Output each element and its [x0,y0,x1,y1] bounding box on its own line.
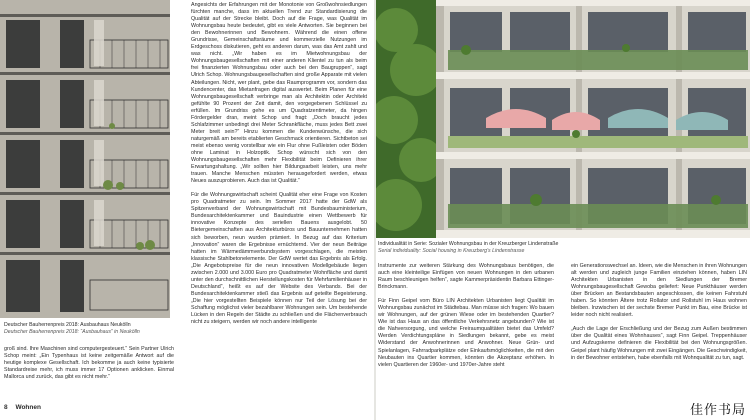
paragraph: „Auch die Lage der Erschließung und der Bezug zum Außen bestimmen über die Qualität eines Wohnhauses“, sagt Finn Geipel. Treppenhäuser und Aufzugskerne definieren die Flexibilität bei den Wohnungsgrößen. Geipel plant häufig Wohnungen mit zwei Eingängen. Die Geschwindigkeit, in der Bewohner entstehen, habe ebenfalls mit Wohnqualität zu tun, sagt. [571,326,747,361]
paragraph: ein Generationswechsel an. Ideen, wie die Menschen in ihren Wohnungen alt werden und zugleich junge Familien einziehen können, haben LIN Architekten Urbanisten in den Siedlungen der Bremer Wohnungsbaugesellschaft Gewoba geliefert: Neue Punkthäuser werden über Brücken an Bestandsbauten angeschlossen, die keinen Fahrstuhl haben. So könnten Ältere trotz Rollator und Rollstuhl im Haus wohnen bleiben. Inzwischen ist der sechste Bremer Punkt im Bau, eine Brücke ist leider noch nicht realisiert. [571,263,747,319]
caption-right-de: Individualität in Serie: Sozialer Wohnungsbau in der Kreuzberger Lindenstraße [378,241,559,247]
text-column-4 [571,263,747,369]
paragraph: Angesichts der Erfahrungen mit der Monotonie von Großwohnsiedlungen fürchten manche, dass im aktuellen Trend zur Standardisierung die Qualität auf der Strecke bleibt. Doch auf die Frage, was Qualität im Wohnungsbau heute bedeutet, gibt es viele Antworten. Sie beginnen bei den Bewohnerinnen und Bewohnern. Während die einen offene Grundrisse, Gemeinschaftsräume und kommerzielle Nutzungen im Erdgeschoss diskutieren, geht es anderen darum, was das Amt zahlt und was nicht. „Wir haben es im Mietwohnungsbau der Wohnungsbaugesellschaften mit einer anderen Klientel zu tun als beim frei finanzierten Wohnungsbau oder auch bei den Baugruppen“, sagt Ulrich Schop. Wohnungsbaugesellschaften sind große Apparate mit vielen Abteilungen. Nicht, wer plant, gebe das Raumprogramm vor, sondern das Kundencenter, das Mietanfragen digital auswertet. Beim Planen für eine Wohnungsbaugesellschaft verbringe man als Architektin oder Architekt gefühlte 90 Prozent der Zeit damit, den vorgegebenen Schlüssel zu erfüllen. Im Grundriss gehe es um Quadratzentimeter, da hingen Fördergelder dran, meint Schop und fragt: „Doch braucht jedes Schlafzimmer unbedingt drei Meter Schrankfläche, muss jedes Bett zwei Meter breit sein?“ Hinzu kommen die Kundenwünsche, die sich naturgemäß am bereits etablierten Geschmack orientieren. Sichtbeton sei meist ebenso wenig vorstellbar wie ein Flur ohne Fußleisten oder Böden ohne Laminat in Holzoptik. Schop wünscht sich von den Wohnungsbaugesellschaften mehr Flexibilität beim Definieren ihrer Erwartungshaltung. „Wir sollten hier Bildungsarbeit leisten, uns mehr trauen. Manche Menschen müssten herausgefordert werden, etwas Neues auszuprobieren. Auch das ist Qualität.“ [191,2,367,185]
paragraph: groß sind. Ihre Maschinen sind computergesteuert.“ Sein Partner Ulrich Schop meint: „Ein Typenhaus ist keine zeitgemäße Antwort auf die heutige komplexe Gesellschaft. Ich bekomme ja auch keine typisierte Standardreise mehr, ich muss immer 17 Optionen anklicken. Einmal Mallorca und zurück, das gibt es nicht mehr.“ [4,346,174,381]
text-column-3 [378,263,554,376]
text-column-2 [191,2,367,333]
caption-right-en: Serial individuality: Social housing in Kreuzberg’s Lindenstrasse [378,248,525,254]
paragraph: Instrumente zur weiteren Stärkung des Wohnungsbaus benötigen, die auch eine kleinteilige Einfügen von neuen Wohnungen in den urbanen Raum beschleunigen helfen“, sagte Kammerpräsidentin Barbara Ettinger-Brinckmann. [378,263,554,291]
text-column-1 [4,346,174,388]
page-number: 8 [4,404,8,411]
caption-right [378,241,618,255]
paragraph: Für Finn Geipel vom Büro LIN Architekten Urbanisten liegt Qualität im Wohnungsbau zunächst im Städtebau. Man müsse sich fragen: Wo bauen wir Wohnungen, auf der grünen Wiese oder im bestehenden Quartier? Wie ist das Haus an das öffentliche Verkehrsnetz angebunden? Wie ist die Nahversorgung, und welche Freiraumqualitäten bietet das Umfeld? Werden Verdichtungspläne in Siedlungen bekannt, gebe es meist Widerstand der Anwohnerinnen und Anwohner. Neue Grün- und Spielanlagen, Fahrradparkplätze oder Einkaufsmöglichkeiten, die mit den Neubauten ins Quartier kommen, könnten die Akzeptanz erhöhen. In vielen Quartieren der 1960er- und 1970er-Jahre steht [378,298,554,368]
page-footer [4,404,41,411]
section-name: Wohnen [15,404,41,411]
paragraph: Für die Wohnungswirtschaft scheint Qualität eher eine Frage von Kosten pro Quadratmeter zu sein. Im Sommer 2017 hatte der GdW als Spitzenverband der Wohnungswirtschaft mit Bundesbauministerium, Bundesarchitektenkammer und Bauindustrie einen Wettbewerb für innovative Konzepte des seriellen Bauens ausgelobt. 50 Bietergemeinschaften aus Architekturbüros und Bauunternehmen hatten sich beworben, neun wurden prämiert. In Bezug auf das Kriterium „Innovation“ waren die Ergebnisse ernüchternd. Vier der neun Beiträge hatten im Wärmedämmverbundsystem vorgeschlagen, die meisten klassische Stahlbetonelemente. Der GdW wertet das Ergebnis als Erfolg. „Die Angebotspreise für die neun innovativen Modellgebäude liegen zwischen 2.000 und 3.000 Euro pro Quadratmeter Wohnfläche und damit unter den durchschnittlichen Herstellungskosten für Mehrfamilienhäuser in Deutschland“, heißt es auf der Website des Verbands. Bei der Bundesarchitektenkammer stieß das Ergebnis auf geteilte Begeisterung. „Die hier vorgestellten Beispiele können nur Teil der Lösung bei der Schaffung möglichst vieler bezahlbarer Wohnungen sein. Um bestehende Lücken in den Regeln der Städte zu schließen und die Flächenverbrauch nicht zu steigern, werden wir noch andere intelligente [191,192,367,326]
photo-lindenstrasse [376,0,750,238]
watermark-logo: 佳作书局 [689,403,746,418]
photo-ausbauhaus-neukoelln [0,0,170,318]
caption-left [4,322,170,336]
caption-left-en: Deutscher Bauherrenpreis 2018: “Ausbauhaus” in Neukölln [4,329,140,335]
caption-left-de: Deutscher Bauherrenpreis 2018: Ausbauhaus Neukölln [4,322,131,328]
building-illustration [0,0,170,318]
balcony-facade-illustration [376,0,750,238]
